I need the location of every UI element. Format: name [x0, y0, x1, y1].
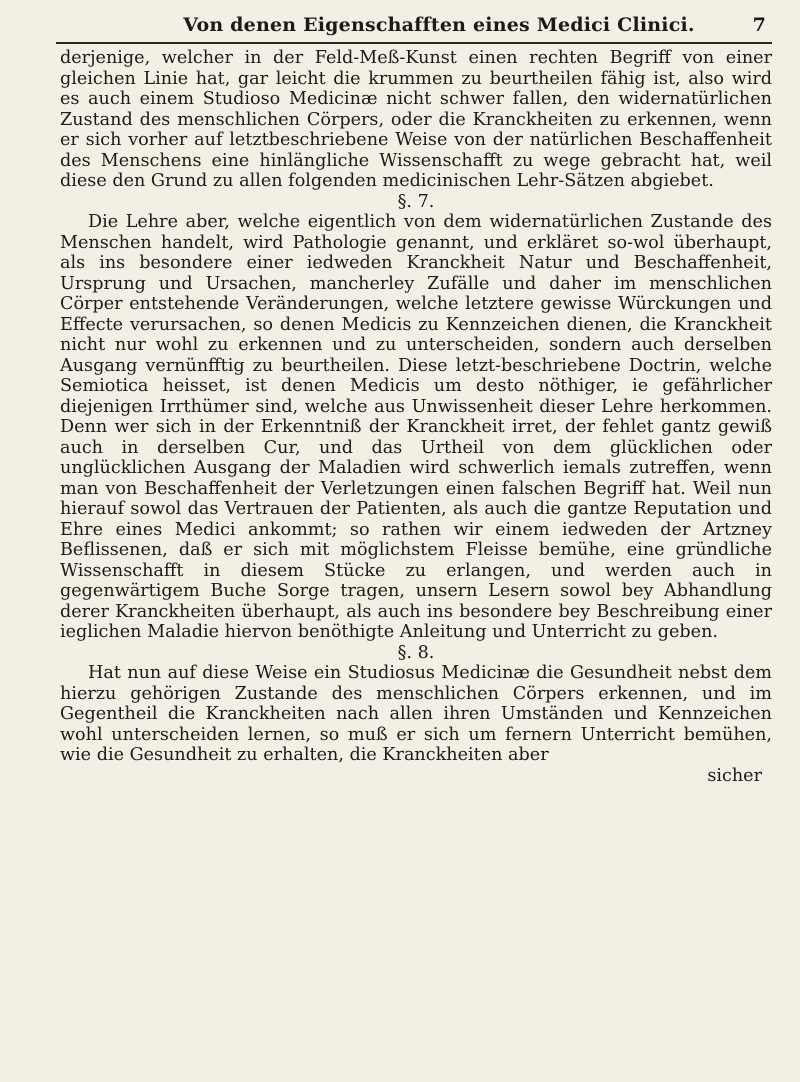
header-rule [56, 42, 772, 44]
running-title: Von denen Eigenschafften eines Medici Clinici. [183, 14, 695, 36]
body-text [60, 48, 772, 786]
section-heading-8: §. 8. [397, 642, 435, 663]
running-header [62, 14, 766, 38]
page-number: 7 [752, 14, 766, 36]
paragraph-1: derjenige, welcher in der Feld-Meß-Kunst einen rechten Begriff von einer gleichen Linie hat, gar leicht die krummen zu beurtheilen fähig ist, also wird es auch einem Studioso Medicinæ nicht schwer fallen, den widernatürlichen Zustand des menschlichen Cörpers, oder die Kranckheiten zu erkennen, wenn er sich vorher auf letztbeschriebene Weise von der natürlichen Beschaffenheit des Menschens eine hinlängliche Wissenschafft zu wege gebracht hat, weil diese den Grund zu allen folgenden medicinischen Lehr-Sätzen abgiebet. [60, 48, 772, 191]
catchword: sicher [707, 765, 762, 786]
paragraph-2: Die Lehre aber, welche eigentlich von dem widernatürlichen Zustande des Menschen handelt, wird Pathologie genannt, und erkläret so-wol überhaupt, als ins besondere einer iedweden Kranckheit Natur und Beschaffenheit, Ursprung und Ursachen, mancherley Zufälle und daher im menschlichen Cörper entstehende Veränderungen, welche letztere gewisse Würckungen und Effecte verursachen, so denen Medicis zu Kennzeichen dienen, die Kranckheit nicht nur wohl zu erkennen und zu unterscheiden, sondern auch derselben Ausgang vernünfftig zu beurtheilen. Diese letzt-beschriebene Doctrin, welche Semiotica heisset, ist denen Medicis um desto nöthiger, ie gefährlicher diejenigen Irrthümer sind, welche aus Unwissenheit dieser Lehre herkommen. Denn wer sich in der Erkenntniß der Kranckheit irret, der fehlet gantz gewiß auch in derselben Cur, und das Urtheil von dem glücklichen oder unglücklichen Ausgang der Maladien wird schwerlich iemals zutreffen, wenn man von Beschaffenheit der Verletzungen einen falschen Begriff hat. Weil nun hierauf sowol das Vertrauen der Patienten, als auch die gantze Reputation und Ehre eines Medici ankommt; so rathen wir einem iedweden der Artzney Beflissenen, daß er sich mit möglichstem Fleisse bemühe, eine gründliche Wissenschafft in diesem Stücke zu erlangen, und werden auch in gegenwärtigem Buche Sorge tragen, unsern Lesern sowol bey Abhandlung derer Kranckheiten überhaupt, als auch ins besondere bey Beschreibung einer ieglichen Maladie hiervon benöthigte Anleitung und Unterricht zu geben. [60, 212, 772, 642]
section-heading-7: §. 7. [397, 191, 435, 212]
paragraph-3: Hat nun auf diese Weise ein Studiosus Medicinæ die Gesundheit nebst dem hierzu gehörigen Zustande des menschlichen Cörpers erkennen, und im Gegentheil die Kranckheiten nach allen ihren Umständen und Kennzeichen wohl unterscheiden lernen, so muß er sich um fernern Unterricht bemühen, wie die Gesundheit zu erhalten, die Kranckheiten aber [60, 663, 772, 765]
